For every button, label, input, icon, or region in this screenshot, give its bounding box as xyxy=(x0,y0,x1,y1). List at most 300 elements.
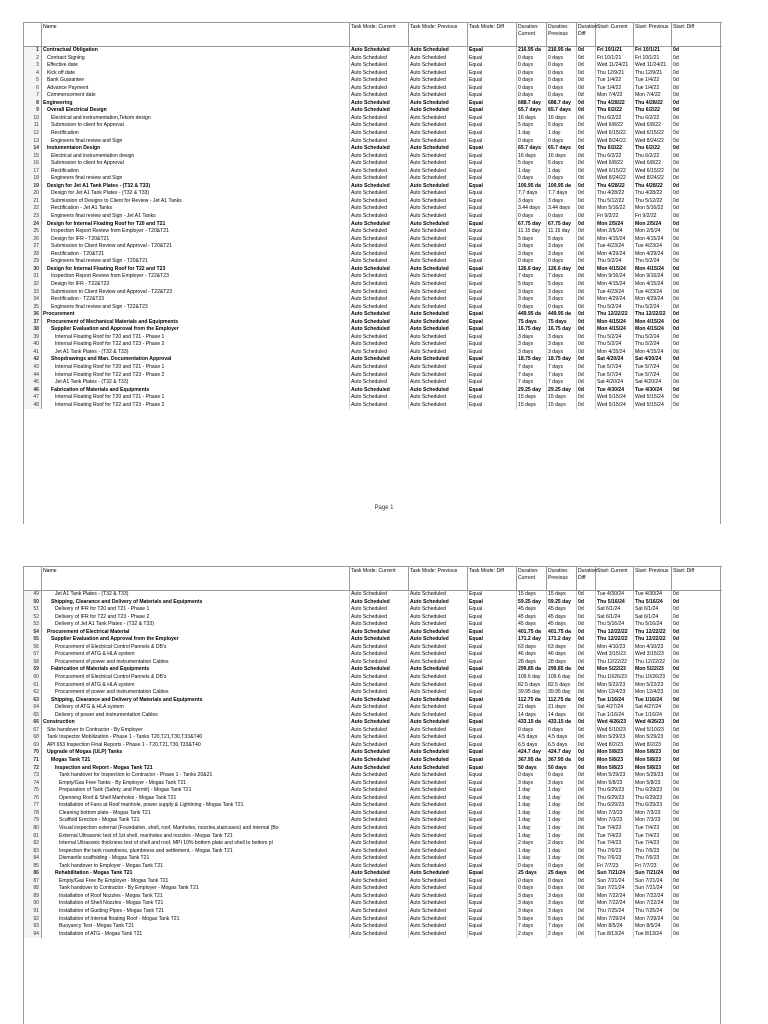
cell-start-diff: 0d xyxy=(672,855,722,863)
cell-task-mode-diff: Equal xyxy=(468,689,517,697)
cell-row-number: 56 xyxy=(24,644,42,652)
cell-duration-current: 1 day xyxy=(517,810,547,818)
cell-duration-current: 75 days xyxy=(517,319,547,327)
table-row xyxy=(24,885,722,893)
cell-start-current: Thu 5/2/24 xyxy=(596,304,634,312)
cell-start-current: Mon 5/22/23 xyxy=(596,666,634,674)
cell-duration-current: 0 days xyxy=(517,878,547,886)
table-row xyxy=(24,893,722,901)
cell-start-current: Mon 7/29/24 xyxy=(596,916,634,924)
cell-row-number: 43 xyxy=(24,364,42,372)
cell-row-number: 48 xyxy=(24,402,42,410)
cell-duration-previous: 3 days xyxy=(547,334,577,342)
cell-row-number: 62 xyxy=(24,689,42,697)
cell-duration-previous: 3 days xyxy=(547,341,577,349)
cell-task-name: Internal Floating Roof for T20 and T21 - Phase 1 xyxy=(42,394,350,402)
cell-start-current: Mon 5/8/23 xyxy=(596,757,634,765)
cell-start-diff: 0d xyxy=(672,198,722,206)
cell-row-number: 31 xyxy=(24,273,42,281)
cell-row-number: 72 xyxy=(24,765,42,773)
cell-duration-previous: 0 days xyxy=(547,62,577,70)
cell-task-name: Procurement of Electrical Control Pannels & DB's xyxy=(42,674,350,682)
cell-task-mode-current: Auto Scheduled xyxy=(350,326,409,334)
cell-duration-current: 0 days xyxy=(517,92,547,100)
cell-task-mode-previous: Auto Scheduled xyxy=(409,682,468,690)
cell-duration-diff: 0d xyxy=(577,77,596,85)
cell-task-mode-current: Auto Scheduled xyxy=(350,787,409,795)
cell-duration-current: 0 days xyxy=(517,55,547,63)
cell-start-diff: 0d xyxy=(672,644,722,652)
cell-duration-current: 3 days xyxy=(517,893,547,901)
cell-start-diff: 0d xyxy=(672,341,722,349)
cell-task-mode-current: Auto Scheduled xyxy=(350,100,409,108)
cell-task-mode-current: Auto Scheduled xyxy=(350,311,409,319)
cell-start-diff: 0d xyxy=(672,704,722,712)
cell-task-mode-diff: Equal xyxy=(468,719,517,727)
cell-task-mode-previous: Auto Scheduled xyxy=(409,606,468,614)
cell-start-previous: Tue 7/4/23 xyxy=(634,825,672,833)
cell-task-name: Installation of Roof Nozzles - Mogas Tank T21 xyxy=(42,893,350,901)
cell-duration-current: 1 day xyxy=(517,833,547,841)
cell-duration-diff: 0d xyxy=(577,734,596,742)
cell-row-number: 32 xyxy=(24,281,42,289)
cell-row-number: 71 xyxy=(24,757,42,765)
cell-duration-previous: 21 days xyxy=(547,704,577,712)
table-row xyxy=(24,205,722,213)
cell-row-number: 3 xyxy=(24,62,42,70)
cell-duration-previous: 3 days xyxy=(547,198,577,206)
cell-task-mode-previous: Auto Scheduled xyxy=(409,704,468,712)
cell-start-previous: Mon 7/3/23 xyxy=(634,817,672,825)
cell-task-mode-diff: Equal xyxy=(468,341,517,349)
cell-task-name: API 653 Inspection Final Reports - Phase 1 - T20,T21,T30,T33&T40 xyxy=(42,742,350,750)
cell-task-mode-diff: Equal xyxy=(468,100,517,108)
table-row xyxy=(24,394,722,402)
table-row xyxy=(24,855,722,863)
cell-task-name: Fabrication of Materials and Equipments xyxy=(42,387,350,395)
cell-row-number: 15 xyxy=(24,153,42,161)
cell-task-name: Engineering xyxy=(42,100,350,108)
cell-duration-current: 1 day xyxy=(517,855,547,863)
cell-duration-current: 126.6 day xyxy=(517,266,547,274)
cell-start-diff: 0d xyxy=(672,916,722,924)
cell-task-mode-current: Auto Scheduled xyxy=(350,591,409,599)
cell-duration-previous: 82.5 days xyxy=(547,682,577,690)
cell-task-mode-previous: Auto Scheduled xyxy=(409,236,468,244)
cell-duration-current: 1 day xyxy=(517,817,547,825)
cell-duration-diff: 0d xyxy=(577,606,596,614)
cell-start-current: Thu 12/9/21 xyxy=(596,70,634,78)
cell-row-number: 47 xyxy=(24,394,42,402)
cell-start-previous: Sat 6/1/24 xyxy=(634,614,672,622)
cell-task-mode-previous: Auto Scheduled xyxy=(409,364,468,372)
cell-task-mode-current: Auto Scheduled xyxy=(350,636,409,644)
cell-duration-current: 65.7 days xyxy=(517,107,547,115)
cell-duration-previous: 15 days xyxy=(547,394,577,402)
cell-task-mode-current: Auto Scheduled xyxy=(350,878,409,886)
cell-row-number: 1 xyxy=(24,47,42,55)
cell-duration-diff: 0d xyxy=(577,296,596,304)
cell-start-diff: 0d xyxy=(672,213,722,221)
cell-task-name: Jet A1 Tank Plates - (T32 & T33) xyxy=(42,591,350,599)
cell-task-mode-previous: Auto Scheduled xyxy=(409,697,468,705)
cell-start-diff: 0d xyxy=(672,289,722,297)
cell-start-diff: 0d xyxy=(672,319,722,327)
cell-task-mode-diff: Equal xyxy=(468,402,517,410)
cell-duration-diff: 0d xyxy=(577,190,596,198)
cell-task-name: Design for IFR - T20&T21 xyxy=(42,236,350,244)
cell-start-diff: 0d xyxy=(672,712,722,720)
cell-start-diff: 0d xyxy=(672,719,722,727)
cell-start-previous: Fri 10/1/21 xyxy=(634,47,672,55)
cell-task-name: Tank Inspector Mobilization - Phase 1 - Tanks T20,T21,T30,T33&T40 xyxy=(42,734,350,742)
cell-duration-previous: 15 days xyxy=(547,591,577,599)
cell-task-mode-diff: Equal xyxy=(468,160,517,168)
cell-duration-diff: 0d xyxy=(577,175,596,183)
cell-task-mode-diff: Equal xyxy=(468,591,517,599)
cell-task-mode-previous: Auto Scheduled xyxy=(409,651,468,659)
table-row xyxy=(24,599,722,607)
cell-row-number: 63 xyxy=(24,697,42,705)
cell-duration-diff: 0d xyxy=(577,704,596,712)
cell-row-number: 59 xyxy=(24,666,42,674)
cell-start-previous: Wed 6/8/22 xyxy=(634,160,672,168)
cell-task-mode-previous: Auto Scheduled xyxy=(409,85,468,93)
cell-start-previous: Tue 1/16/24 xyxy=(634,712,672,720)
table-row xyxy=(24,304,722,312)
cell-start-current: Tue 1/4/22 xyxy=(596,77,634,85)
cell-duration-diff: 0d xyxy=(577,145,596,153)
cell-duration-previous: 29.25 day xyxy=(547,387,577,395)
cell-task-name: Construction xyxy=(42,719,350,727)
cell-duration-current: 5 days xyxy=(517,122,547,130)
cell-start-previous: Mon 2/5/24 xyxy=(634,221,672,229)
cell-duration-current: 45 days xyxy=(517,621,547,629)
cell-task-mode-previous: Auto Scheduled xyxy=(409,304,468,312)
table-row xyxy=(24,848,722,856)
cell-task-mode-previous: Auto Scheduled xyxy=(409,644,468,652)
cell-start-diff: 0d xyxy=(672,833,722,841)
cell-task-mode-diff: Equal xyxy=(468,221,517,229)
cell-task-mode-current: Auto Scheduled xyxy=(350,621,409,629)
cell-duration-current: 0 days xyxy=(517,258,547,266)
cell-task-mode-previous: Auto Scheduled xyxy=(409,591,468,599)
cell-duration-diff: 0d xyxy=(577,62,596,70)
cell-task-mode-current: Auto Scheduled xyxy=(350,908,409,916)
cell-duration-current: 100.95 da xyxy=(517,183,547,191)
cell-row-number: 29 xyxy=(24,258,42,266)
cell-task-mode-previous: Auto Scheduled xyxy=(409,77,468,85)
cell-row-number: 5 xyxy=(24,77,42,85)
cell-row-number: 51 xyxy=(24,606,42,614)
table-row xyxy=(24,682,722,690)
table-row xyxy=(24,697,722,705)
cell-row-number: 16 xyxy=(24,160,42,168)
cell-start-previous: Mon 5/8/23 xyxy=(634,780,672,788)
cell-duration-current: 1 day xyxy=(517,795,547,803)
cell-start-diff: 0d xyxy=(672,379,722,387)
cell-duration-diff: 0d xyxy=(577,251,596,259)
cell-start-diff: 0d xyxy=(672,62,722,70)
table-body-page-2 xyxy=(24,591,722,939)
cell-task-name: Inspection and Report - Mogas Tank T21 xyxy=(42,765,350,773)
cell-duration-current: 63 days xyxy=(517,644,547,652)
cell-task-name: Submssion to client for Approval xyxy=(42,122,350,130)
table-row xyxy=(24,825,722,833)
cell-duration-current: 5 days xyxy=(517,236,547,244)
cell-start-previous: Wed 11/24/21 xyxy=(634,62,672,70)
cell-duration-previous: 112.75 da xyxy=(547,697,577,705)
cell-task-mode-diff: Equal xyxy=(468,855,517,863)
cell-task-mode-current: Auto Scheduled xyxy=(350,236,409,244)
cell-start-previous: Tue 5/7/24 xyxy=(634,372,672,380)
cell-task-mode-previous: Auto Scheduled xyxy=(409,47,468,55)
cell-task-mode-previous: Auto Scheduled xyxy=(409,689,468,697)
cell-task-mode-current: Auto Scheduled xyxy=(350,734,409,742)
table-row xyxy=(24,175,722,183)
cell-duration-previous: 16 days xyxy=(547,153,577,161)
cell-duration-diff: 0d xyxy=(577,636,596,644)
cell-start-diff: 0d xyxy=(672,160,722,168)
cell-row-number: 54 xyxy=(24,629,42,637)
cell-duration-current: 449.95 da xyxy=(517,311,547,319)
cell-duration-diff: 0d xyxy=(577,817,596,825)
cell-duration-current: 0 days xyxy=(517,175,547,183)
cell-task-mode-diff: Equal xyxy=(468,848,517,856)
cell-task-mode-diff: Equal xyxy=(468,311,517,319)
cell-start-diff: 0d xyxy=(672,825,722,833)
cell-duration-diff: 0d xyxy=(577,402,596,410)
cell-row-number: 79 xyxy=(24,817,42,825)
cell-task-mode-diff: Equal xyxy=(468,621,517,629)
cell-task-mode-previous: Auto Scheduled xyxy=(409,923,468,931)
cell-start-diff: 0d xyxy=(672,115,722,123)
cell-row-number: 68 xyxy=(24,734,42,742)
table-row xyxy=(24,115,722,123)
cell-start-current: Mon 2/5/24 xyxy=(596,228,634,236)
cell-duration-diff: 0d xyxy=(577,659,596,667)
cell-duration-previous: 367.95 da xyxy=(547,757,577,765)
cell-duration-previous: 7 days xyxy=(547,923,577,931)
cell-duration-diff: 0d xyxy=(577,863,596,871)
cell-start-previous: Thu 12/22/22 xyxy=(634,629,672,637)
cell-start-diff: 0d xyxy=(672,727,722,735)
cell-task-mode-current: Auto Scheduled xyxy=(350,810,409,818)
cell-start-diff: 0d xyxy=(672,810,722,818)
cell-task-mode-current: Auto Scheduled xyxy=(350,289,409,297)
cell-duration-previous: 5 days xyxy=(547,122,577,130)
cell-duration-previous: 216.95 da xyxy=(547,47,577,55)
cell-start-diff: 0d xyxy=(672,372,722,380)
cell-duration-current: 3 days xyxy=(517,780,547,788)
cell-task-name: Supplier Evaluation and Approval from the Employer xyxy=(42,636,350,644)
cell-task-mode-current: Auto Scheduled xyxy=(350,372,409,380)
cell-duration-diff: 0d xyxy=(577,765,596,773)
cell-start-current: Tue 7/4/23 xyxy=(596,825,634,833)
table-row xyxy=(24,644,722,652)
table-row xyxy=(24,228,722,236)
cell-duration-diff: 0d xyxy=(577,908,596,916)
cell-start-previous: Sat 4/20/24 xyxy=(634,379,672,387)
cell-start-diff: 0d xyxy=(672,629,722,637)
cell-duration-current: 5 days xyxy=(517,160,547,168)
cell-task-name: Kick off date xyxy=(42,70,350,78)
cell-task-mode-diff: Equal xyxy=(468,644,517,652)
cell-task-mode-previous: Auto Scheduled xyxy=(409,916,468,924)
cell-start-current: Thu 6/29/23 xyxy=(596,802,634,810)
cell-duration-diff: 0d xyxy=(577,742,596,750)
cell-start-current: Mon 8/5/24 xyxy=(596,923,634,931)
cell-start-diff: 0d xyxy=(672,130,722,138)
cell-task-name: Shipping, Clearance and Delivery of Materials and Equipments xyxy=(42,697,350,705)
cell-duration-diff: 0d xyxy=(577,870,596,878)
cell-start-previous: Thu 10/26/23 xyxy=(634,674,672,682)
cell-row-number: 90 xyxy=(24,900,42,908)
cell-task-mode-previous: Auto Scheduled xyxy=(409,221,468,229)
table-row xyxy=(24,92,722,100)
table-row xyxy=(24,810,722,818)
cell-task-name: Procurement of Electrical Control Pannels & DB's xyxy=(42,644,350,652)
cell-task-name: Bank Guarantee xyxy=(42,77,350,85)
cell-start-previous: Mon 4/29/24 xyxy=(634,251,672,259)
cell-duration-current: 14 days xyxy=(517,712,547,720)
cell-task-mode-previous: Auto Scheduled xyxy=(409,92,468,100)
cell-duration-diff: 0d xyxy=(577,349,596,357)
cell-start-current: Mon 7/22/24 xyxy=(596,893,634,901)
cell-start-diff: 0d xyxy=(672,77,722,85)
cell-start-diff: 0d xyxy=(672,697,722,705)
cell-start-previous: Thu 7/6/23 xyxy=(634,848,672,856)
cell-start-current: Fri 10/1/21 xyxy=(596,47,634,55)
cell-task-name: Rectification - T20&T21 xyxy=(42,251,350,259)
cell-start-diff: 0d xyxy=(672,734,722,742)
cell-duration-previous: 0 days xyxy=(547,863,577,871)
cell-start-diff: 0d xyxy=(672,795,722,803)
cell-duration-previous: 100.95 da xyxy=(547,183,577,191)
cell-task-name: Submission to Client Review and Approval - T22&T23 xyxy=(42,289,350,297)
cell-row-number: 45 xyxy=(24,379,42,387)
cell-duration-previous: 109.6 day xyxy=(547,674,577,682)
cell-task-name: Overall Electrical Design xyxy=(42,107,350,115)
cell-task-name: Upgrade of Mogas (ULP) Tanks xyxy=(42,749,350,757)
cell-task-mode-diff: Equal xyxy=(468,326,517,334)
cell-start-previous: Mon 4/10/23 xyxy=(634,644,672,652)
cell-start-previous: Thu 12/22/22 xyxy=(634,659,672,667)
cell-start-current: Thu 6/2/22 xyxy=(596,153,634,161)
cell-duration-previous: 5 days xyxy=(547,160,577,168)
cell-task-name: Engineers final review and Sign xyxy=(42,175,350,183)
header-duration-current: Duration: Current xyxy=(517,567,547,591)
cell-task-mode-previous: Auto Scheduled xyxy=(409,115,468,123)
cell-duration-diff: 0d xyxy=(577,326,596,334)
cell-task-mode-previous: Auto Scheduled xyxy=(409,802,468,810)
cell-duration-previous: 0 days xyxy=(547,77,577,85)
cell-duration-diff: 0d xyxy=(577,153,596,161)
cell-task-mode-current: Auto Scheduled xyxy=(350,62,409,70)
cell-duration-diff: 0d xyxy=(577,772,596,780)
table-row xyxy=(24,387,722,395)
header-row-number xyxy=(24,23,42,47)
cell-duration-current: 82.5 days xyxy=(517,682,547,690)
cell-task-mode-current: Auto Scheduled xyxy=(350,251,409,259)
cell-task-mode-diff: Equal xyxy=(468,77,517,85)
cell-duration-diff: 0d xyxy=(577,644,596,652)
cell-task-name: Rehabilitation - Mogas Tank T21 xyxy=(42,870,350,878)
table-row xyxy=(24,198,722,206)
cell-duration-diff: 0d xyxy=(577,372,596,380)
cell-row-number: 50 xyxy=(24,599,42,607)
cell-start-current: Sat 6/1/24 xyxy=(596,606,634,614)
cell-task-name: Shopdrawings and Man. Documentation Approval xyxy=(42,356,350,364)
cell-duration-previous: 5 days xyxy=(547,236,577,244)
table-row xyxy=(24,168,722,176)
cell-duration-diff: 0d xyxy=(577,198,596,206)
cell-task-name: Scaffold Erection - Mogas Tank T21 xyxy=(42,817,350,825)
cell-start-previous: Thu 5/12/22 xyxy=(634,198,672,206)
cell-start-current: Mon 2/5/24 xyxy=(596,221,634,229)
cell-task-mode-diff: Equal xyxy=(468,168,517,176)
cell-task-mode-diff: Equal xyxy=(468,372,517,380)
cell-start-current: Wed 5/15/24 xyxy=(596,402,634,410)
cell-row-number: 86 xyxy=(24,870,42,878)
cell-start-current: Mon 4/15/24 xyxy=(596,319,634,327)
cell-task-mode-current: Auto Scheduled xyxy=(350,266,409,274)
cell-start-previous: Fri 10/1/21 xyxy=(634,55,672,63)
cell-task-mode-current: Auto Scheduled xyxy=(350,70,409,78)
cell-duration-current: 4.5 days xyxy=(517,734,547,742)
cell-task-name: Inspection Report Review from Employer - T20&T21 xyxy=(42,228,350,236)
cell-start-current: Thu 4/28/22 xyxy=(596,183,634,191)
cell-task-mode-current: Auto Scheduled xyxy=(350,243,409,251)
cell-task-mode-previous: Auto Scheduled xyxy=(409,387,468,395)
cell-start-diff: 0d xyxy=(672,100,722,108)
cell-start-current: Sat 4/20/24 xyxy=(596,379,634,387)
cell-task-name: Advance Payment xyxy=(42,85,350,93)
cell-start-current: Thu 5/16/24 xyxy=(596,599,634,607)
cell-task-mode-current: Auto Scheduled xyxy=(350,674,409,682)
cell-duration-diff: 0d xyxy=(577,47,596,55)
cell-task-mode-diff: Equal xyxy=(468,175,517,183)
cell-start-current: Tue 4/23/24 xyxy=(596,243,634,251)
cell-start-previous: Mon 7/3/23 xyxy=(634,810,672,818)
cell-task-mode-previous: Auto Scheduled xyxy=(409,863,468,871)
cell-task-mode-current: Auto Scheduled xyxy=(350,817,409,825)
cell-duration-current: 7 days xyxy=(517,923,547,931)
cell-start-current: Thu 4/28/22 xyxy=(596,190,634,198)
cell-task-name: Tank handover for Inspection to Contractor - Phase 1 - Tanks 20&21 xyxy=(42,772,350,780)
cell-duration-previous: 1 day xyxy=(547,130,577,138)
cell-start-previous: Mon 5/22/23 xyxy=(634,682,672,690)
cell-duration-diff: 0d xyxy=(577,70,596,78)
cell-start-current: Mon 5/29/23 xyxy=(596,772,634,780)
cell-duration-previous: 1 day xyxy=(547,848,577,856)
cell-task-mode-previous: Auto Scheduled xyxy=(409,258,468,266)
cell-task-mode-current: Auto Scheduled xyxy=(350,379,409,387)
cell-start-current: Wed 8/2/23 xyxy=(596,742,634,750)
cell-start-diff: 0d xyxy=(672,870,722,878)
cell-start-current: Mon 4/29/24 xyxy=(596,251,634,259)
cell-duration-previous: 3 days xyxy=(547,289,577,297)
cell-task-mode-previous: Auto Scheduled xyxy=(409,817,468,825)
cell-start-previous: Thu 4/28/22 xyxy=(634,100,672,108)
cell-start-diff: 0d xyxy=(672,682,722,690)
cell-duration-current: 25 days xyxy=(517,870,547,878)
cell-task-mode-current: Auto Scheduled xyxy=(350,931,409,939)
cell-task-mode-diff: Equal xyxy=(468,289,517,297)
cell-start-previous: Sat 6/1/24 xyxy=(634,606,672,614)
cell-row-number: 42 xyxy=(24,356,42,364)
cell-start-previous: Mon 5/29/23 xyxy=(634,734,672,742)
